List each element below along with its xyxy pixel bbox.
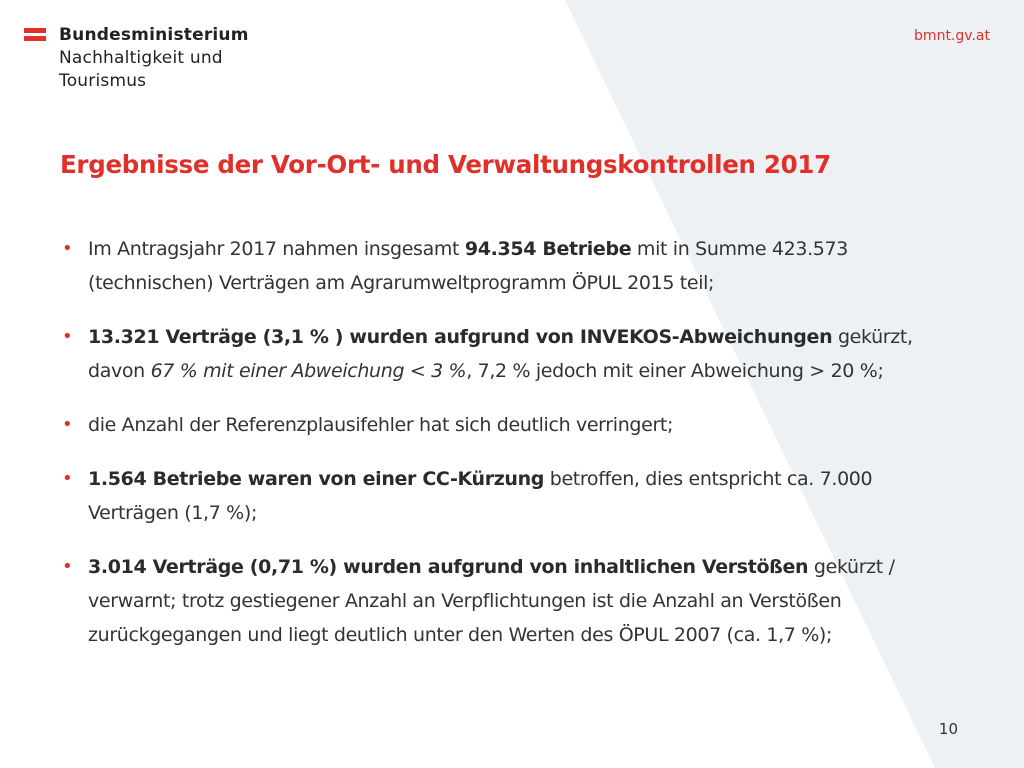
bullet-text-segment: , 7,2 % jedoch mit einer Abweichung > 20 %; [466, 360, 884, 382]
bullet-item [62, 320, 962, 388]
bullet-item [62, 550, 962, 652]
slide-title: Ergebnisse der Vor-Ort- und Verwaltungskontrollen 2017 [60, 150, 831, 179]
bullet-marker-icon: • [62, 238, 73, 259]
page-number: 10 [938, 720, 958, 738]
austria-flag-icon [24, 28, 46, 41]
bullet-text [88, 320, 962, 388]
bullet-list [62, 232, 962, 672]
ministry-name-line-2: Nachhaltigkeit und [59, 48, 223, 68]
bullet-marker-icon: • [62, 414, 73, 435]
ministry-name-line-1: Bundesministerium [59, 25, 249, 45]
bullet-text-segment: mit in Summe 423.573 (technischen) Verträgen am Agrarumweltprogramm ÖPUL 2015 teil; [88, 238, 848, 294]
ministry-logo [24, 24, 249, 93]
bullet-text [88, 550, 962, 652]
bullet-marker-icon: • [62, 556, 73, 577]
bullet-marker-icon: • [62, 468, 73, 489]
ministry-name-line-3: Tourismus [59, 71, 147, 91]
bullet-text [88, 462, 962, 530]
bullet-text-segment: Im Antragsjahr 2017 nahmen insgesamt [88, 238, 465, 260]
website-url: bmnt.gv.at [914, 28, 990, 44]
bullet-text-segment: 13.321 Verträge (3,1 % ) wurden aufgrund von INVEKOS-Abweichungen [88, 326, 833, 348]
bullet-item [62, 408, 962, 442]
bullet-text-segment: 3.014 Verträge (0,71 %) wurden aufgrund von inhaltlichen Verstößen [88, 556, 809, 578]
bullet-text-segment: gekürzt, davon [88, 326, 913, 382]
bullet-item [62, 232, 962, 300]
bullet-text-segment: die Anzahl der Referenzplausifehler hat sich deutlich verringert; [88, 414, 674, 436]
bullet-text-segment: 67 % mit einer Abweichung < 3 % [150, 360, 467, 382]
ministry-name [59, 24, 249, 93]
bullet-text-segment: 94.354 Betriebe [464, 238, 632, 260]
bullet-text-segment: gekürzt / verwarnt; trotz gestiegener Anzahl an Verpflichtungen ist die Anzahl an Verstößen zurückgegangen und liegt deutlich unter den Werten des ÖPUL 2007 (ca. 1,7 %); [88, 556, 895, 646]
bullet-text [88, 232, 962, 300]
bullet-text-segment: 1.564 Betriebe waren von einer CC-Kürzung [88, 468, 545, 490]
bullet-text [88, 408, 962, 442]
bullet-marker-icon: • [62, 326, 73, 347]
bullet-item [62, 462, 962, 530]
bullet-text-segment: betroffen, dies entspricht ca. 7.000 Verträgen (1,7 %); [88, 468, 873, 524]
